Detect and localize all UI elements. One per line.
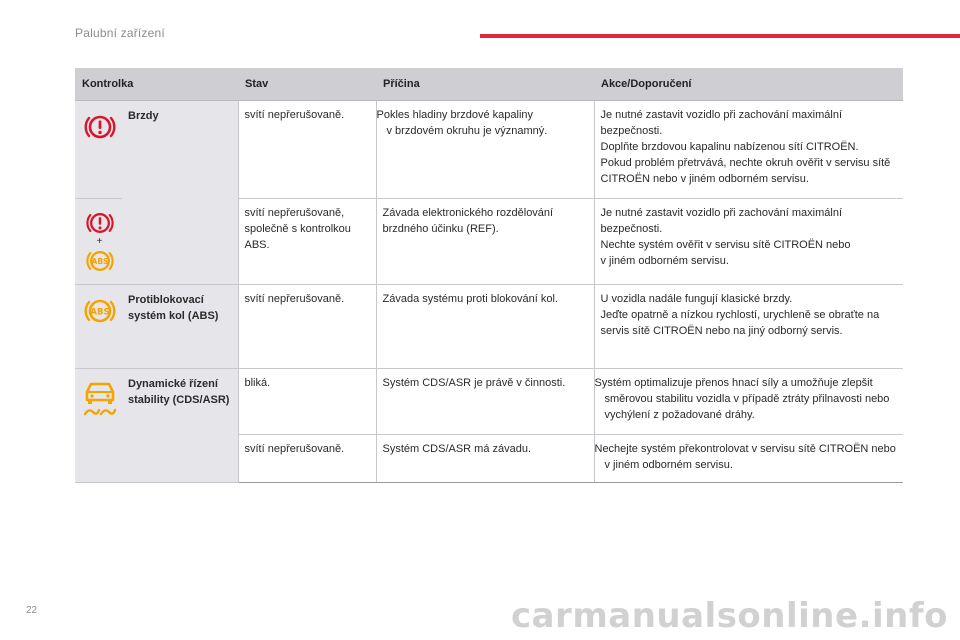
table-row (75, 101, 903, 199)
table-header-row (75, 68, 903, 101)
svg-text:ABS: ABS (89, 307, 110, 318)
indicator-name: Dynamické řízení stability (CDS/ASR) (122, 369, 238, 483)
action-cell: U vozidla nadále fungují klasické brzdy. Jeďte opatrně a nízkou rychlostí, urychleně se obraťte na servis sítě CITROËN nebo na jiný odborný servis. (594, 285, 903, 369)
state-cell: svítí nepřerušovaně. (238, 101, 376, 199)
column-header-cause: Příčina (376, 68, 594, 101)
page-section-title: Palubní zařízení (75, 26, 165, 40)
cause-cell: Systém CDS/ASR má závadu. (376, 435, 594, 483)
abs-warning-icon (83, 246, 117, 276)
state-cell: svítí nepřerušovaně. (238, 285, 376, 369)
state-cell: svítí nepřerušovaně, společně s kontrolkou ABS. (238, 199, 376, 285)
column-header-state: Stav (238, 68, 376, 101)
column-header-indicator: Kontrolka (75, 68, 238, 101)
warning-lights-table (75, 68, 903, 483)
header-accent-bar (480, 34, 960, 38)
table-row (75, 369, 903, 435)
indicator-name: Brzdy (122, 101, 238, 285)
action-cell: Je nutné zastavit vozidlo při zachování maximální bezpečnosti. Nechte systém ověřit v servisu sítě CITROËN nebo v jiném odborném servisu. (594, 199, 903, 285)
brake-and-abs-warning-icon (81, 208, 118, 276)
action-cell: Systém optimalizuje přenos hnací síly a umožňuje zlepšit směrovou stabilitu vozidla v případě ztráty přilnavosti nebo vychýlení z požadované dráhy. (594, 369, 903, 435)
state-cell: bliká. (238, 369, 376, 435)
table-row (75, 285, 903, 369)
column-header-action: Akce/Doporučení (594, 68, 903, 101)
watermark: carmanualsonline.info (510, 596, 948, 636)
indicator-icon-cell (75, 369, 122, 483)
svg-text:ABS: ABS (91, 257, 108, 267)
stability-control-icon (82, 378, 118, 418)
indicator-icon-cell (75, 101, 122, 199)
action-cell: Je nutné zastavit vozidlo při zachování maximální bezpečnosti. Doplňte brzdovou kapalinu nabízenou sítí CITROËN. Pokud problém přetrvává, nechte okruh ověřit v servisu sítě CITROËN nebo v jiném odborném servisu. (594, 101, 903, 199)
cause-cell: Závada elektronického rozdělování brzdného účinku (REF). (376, 199, 594, 285)
state-cell: svítí nepřerušovaně. (238, 435, 376, 483)
cause-cell: Systém CDS/ASR je právě v činnosti. (376, 369, 594, 435)
page-number: 22 (26, 605, 38, 616)
brake-warning-icon (83, 110, 117, 144)
action-cell: Nechejte systém překontrolovat v servisu sítě CITROËN nebo v jiném odborném servisu. (594, 435, 903, 483)
indicator-icon-cell (75, 285, 122, 369)
brake-warning-icon (83, 208, 117, 238)
indicator-icon-cell (75, 199, 122, 285)
cause-cell: Závada systému proti blokování kol. (376, 285, 594, 369)
plus-sign: + (96, 236, 103, 247)
cause-cell: Pokles hladiny brzdové kapaliny v brzdovém okruhu je významný. (376, 101, 594, 199)
indicator-name: Protiblokovací systém kol (ABS) (122, 285, 238, 369)
abs-warning-icon (83, 294, 117, 328)
